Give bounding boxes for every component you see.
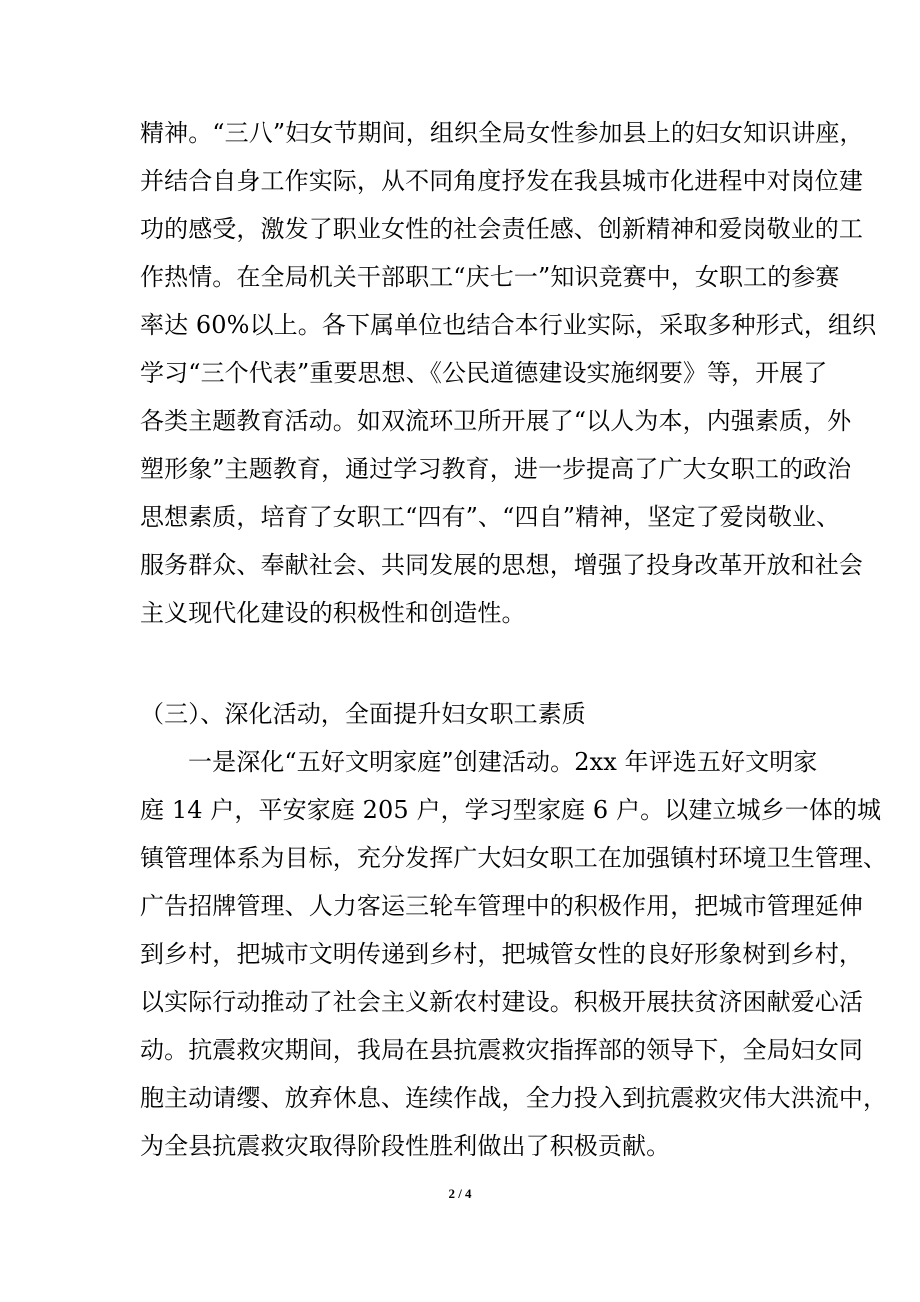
paragraph-line: 塑形象”主题教育，通过学习教育，进一步提高了广大女职工的政治	[140, 455, 852, 483]
section-heading: （三）、深化活动，全面提升妇女职工素质	[140, 700, 586, 728]
paragraph-line: 作热情。在全局机关干部职工“庆七一”知识竞赛中，女职工的参赛	[140, 263, 840, 291]
paragraph-line: 动。抗震救灾期间，我局在县抗震救灾指挥部的领导下，全局妇女同	[140, 1036, 863, 1064]
paragraph-line: 镇管理体系为目标，充分发挥广大妇女职工在加强镇村环境卫生管理、	[140, 844, 888, 872]
paragraph-line: 一是深化“五好文明家庭”创建活动。2xx 年评选五好文明家	[188, 748, 818, 776]
paragraph-line: 主义现代化建设的积极性和创造性。	[140, 599, 526, 627]
paragraph-line: 庭 14 户，平安家庭 205 户，学习型家庭 6 户。以建立城乡一体的城	[140, 796, 882, 824]
paragraph-line: 胞主动请缨、放弃休息、连续作战，全力投入到抗震救灾伟大洪流中，	[140, 1084, 888, 1112]
paragraph-line: 广告招牌管理、人力客运三轮车管理中的积极作用，把城市管理延伸	[140, 892, 863, 920]
paragraph-line: 思想素质，培育了女职工“四有”、“四自”精神，坚定了爱岗敬业、	[140, 503, 841, 531]
paragraph-line: 功的感受，激发了职业女性的社会责任感、创新精神和爱岗敬业的工	[140, 215, 863, 243]
paragraph-line: 到乡村，把城市文明传递到乡村，把城管女性的良好形象树到乡村，	[140, 940, 863, 968]
paragraph-line: 为全县抗震救灾取得阶段性胜利做出了积极贡献。	[140, 1132, 671, 1160]
paragraph-line: 精神。“三八”妇女节期间，组织全局女性参加县上的妇女知识讲座，	[140, 119, 864, 147]
paragraph-line: 服务群众、奉献社会、共同发展的思想，增强了投身改革开放和社会	[140, 551, 863, 579]
paragraph-line: 各类主题教育活动。如双流环卫所开展了“以人为本，内强素质，外	[140, 407, 852, 435]
paragraph-line: 并结合自身工作实际，从不同角度抒发在我县城市化进程中对岗位建	[140, 167, 863, 195]
page-number: 2 / 4	[448, 1186, 472, 1201]
paragraph-line: 学习“三个代表”重要思想、《公民道德建设实施纲要》等，开展了	[140, 359, 828, 387]
paragraph-line: 率达 60%以上。各下属单位也结合本行业实际，采取多种形式，组织	[140, 311, 877, 339]
paragraph-line: 以实际行动推动了社会主义新农村建设。积极开展扶贫济困献爱心活	[140, 988, 863, 1016]
